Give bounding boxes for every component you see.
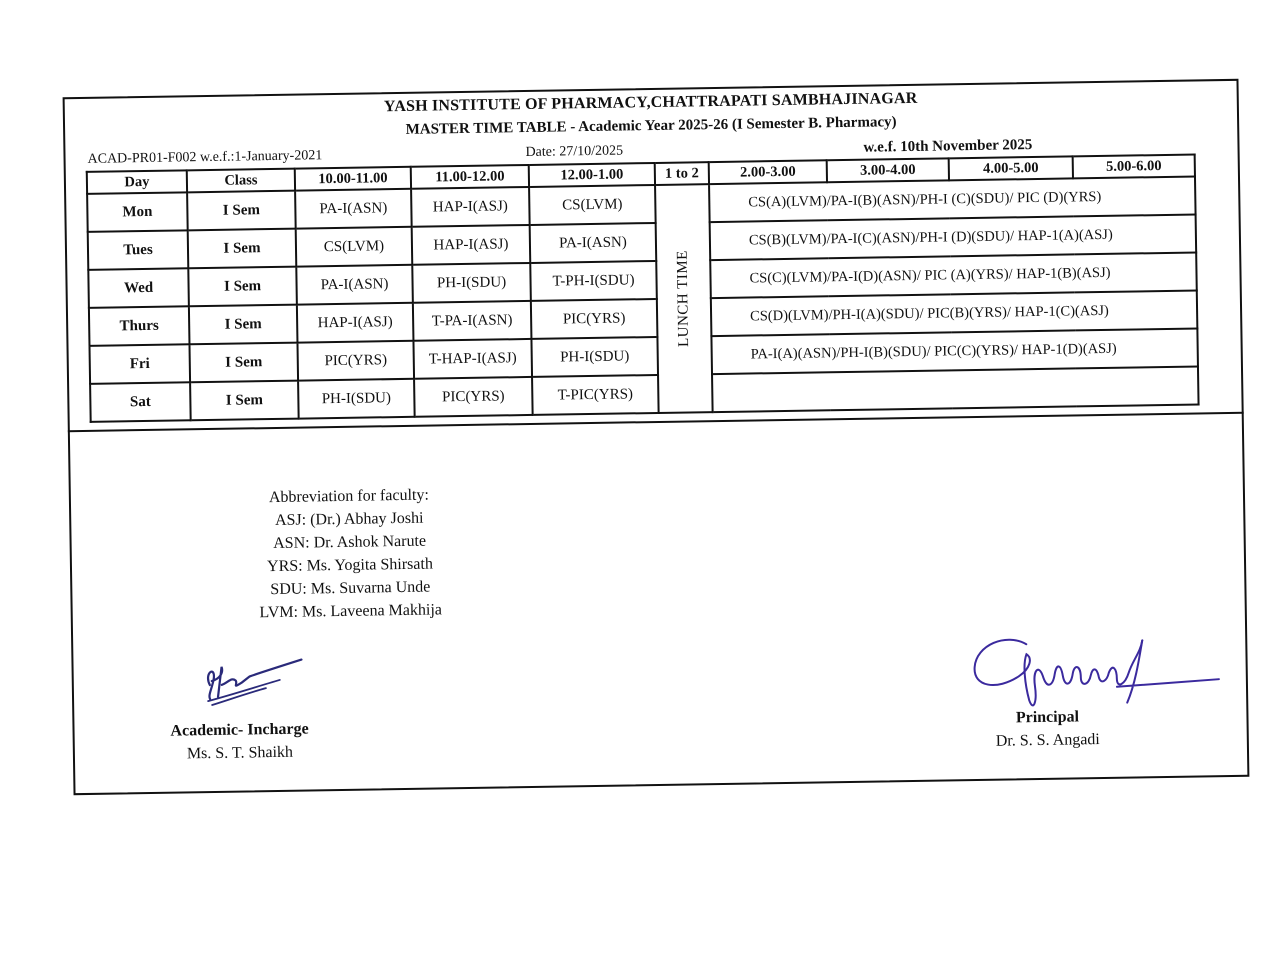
afternoon-cell: PA-I(A)(ASN)/PH-I(B)(SDU)/ PIC(C)(YRS)/ HAP-1(D)(ASJ)	[711, 328, 1198, 374]
class-cell: I Sem	[190, 381, 299, 421]
title-sub: Academic Year 2025-26 (I Semester B. Pharmacy)	[578, 114, 897, 136]
class-cell: I Sem	[188, 229, 297, 269]
timetable-sheet	[63, 79, 1250, 795]
period-cell: CS(LVM)	[529, 185, 656, 225]
period-cell: CS(LVM)	[296, 227, 413, 267]
afternoon-cell: CS(C)(LVM)/PA-I(D)(ASN)/ PIC (A)(YRS)/ HAP-1(B)(ASJ)	[710, 252, 1197, 298]
principal-block	[972, 705, 1123, 753]
day-cell: Fri	[89, 344, 190, 384]
period-cell: PA-I(ASN)	[295, 189, 412, 229]
signature-stroke	[974, 638, 1143, 707]
abbreviation-item: SDU: Ms. Suvarna Unde	[270, 578, 431, 599]
abbreviation-item: ASN: Dr. Ashok Narute	[273, 532, 427, 553]
col-header: 5.00-6.00	[1073, 155, 1195, 179]
class-cell: I Sem	[189, 305, 298, 345]
abbreviation-item: LVM: Ms. Laveena Makhija	[259, 601, 443, 622]
period-cell: T-PA-I(ASN)	[413, 301, 532, 341]
abbreviation-item: ASJ: (Dr.) Abhay Joshi	[274, 509, 424, 529]
effective-date: w.e.f. 10th November 2025	[863, 137, 1033, 156]
signature-stroke	[1116, 639, 1219, 703]
period-cell: PIC(YRS)	[297, 341, 414, 381]
col-header: 4.00-5.00	[949, 156, 1073, 180]
class-cell: I Sem	[189, 343, 298, 383]
period-cell: T-PIC(YRS)	[532, 375, 659, 415]
academic-incharge-block	[154, 717, 325, 766]
period-cell: HAP-I(ASJ)	[411, 187, 530, 227]
day-cell: Sat	[90, 382, 191, 422]
day-cell: Tues	[88, 230, 189, 270]
signatory-name: Ms. S. T. Shaikh	[186, 743, 294, 763]
afternoon-cell: CS(B)(LVM)/PA-I(C)(ASN)/PH-I (D)(SDU)/ HAP-1(A)(ASJ)	[710, 214, 1197, 260]
signature-stroke	[208, 660, 302, 699]
period-cell: T-PH-I(SDU)	[530, 261, 657, 301]
class-cell: I Sem	[187, 191, 296, 231]
day-cell: Thurs	[89, 306, 190, 346]
document-code: ACAD-PR01-F002 w.e.f.:1-January-2021	[87, 148, 323, 167]
afternoon-cell: CS(D)(LVM)/PH-I(A)(SDU)/ PIC(B)(YRS)/ HAP-1(C)(ASJ)	[711, 290, 1198, 336]
period-cell: PH-I(SDU)	[412, 263, 531, 303]
period-cell: PH-I(SDU)	[531, 337, 658, 377]
title-main: MASTER TIME TABLE -	[405, 119, 579, 138]
period-cell: T-HAP-I(ASJ)	[413, 339, 532, 379]
class-cell: I Sem	[188, 267, 297, 307]
period-cell: PA-I(ASN)	[296, 265, 413, 305]
col-header: 1 to 2	[655, 162, 709, 185]
document-date: Date: 27/10/2025	[525, 143, 624, 161]
period-cell: PIC(YRS)	[414, 377, 533, 417]
day-cell: Mon	[87, 192, 188, 232]
institute-name: YASH INSTITUTE OF PHARMACY,CHATTRAPATI SAMBHAJINAGAR	[383, 89, 918, 116]
abbreviations-heading: Abbreviation for faculty:	[268, 486, 429, 507]
col-header: Day	[87, 170, 187, 194]
col-header: 11.00-12.00	[411, 165, 529, 189]
col-header: Class	[187, 169, 295, 193]
period-cell: HAP-I(ASJ)	[412, 225, 531, 265]
abbreviation-item: YRS: Ms. Yogita Shirsath	[266, 555, 434, 576]
col-header: 2.00-3.00	[709, 160, 827, 184]
day-cell: Wed	[88, 268, 189, 308]
lunch-cell	[655, 184, 713, 413]
academic-incharge-signature	[201, 653, 312, 710]
signatory-role: Principal	[1015, 708, 1080, 727]
col-header: 3.00-4.00	[827, 158, 949, 182]
signatory-role: Academic- Incharge	[170, 720, 309, 740]
signatory-name: Dr. S. S. Angadi	[995, 731, 1100, 750]
period-cell: PIC(YRS)	[531, 299, 658, 339]
faculty-abbreviations	[234, 483, 466, 625]
col-header: 12.00-1.00	[529, 163, 655, 187]
lunch-label: LUNCH TIME	[674, 250, 693, 348]
period-cell: PH-I(SDU)	[298, 379, 415, 419]
period-cell: PA-I(ASN)	[530, 223, 657, 263]
afternoon-cell	[712, 366, 1199, 412]
col-header: 10.00-11.00	[295, 167, 411, 191]
afternoon-cell: CS(A)(LVM)/PA-I(B)(ASN)/PH-I (C)(SDU)/ PIC (D)(YRS)	[709, 177, 1196, 223]
timetable	[86, 153, 1200, 422]
period-cell: HAP-I(ASJ)	[297, 303, 414, 343]
